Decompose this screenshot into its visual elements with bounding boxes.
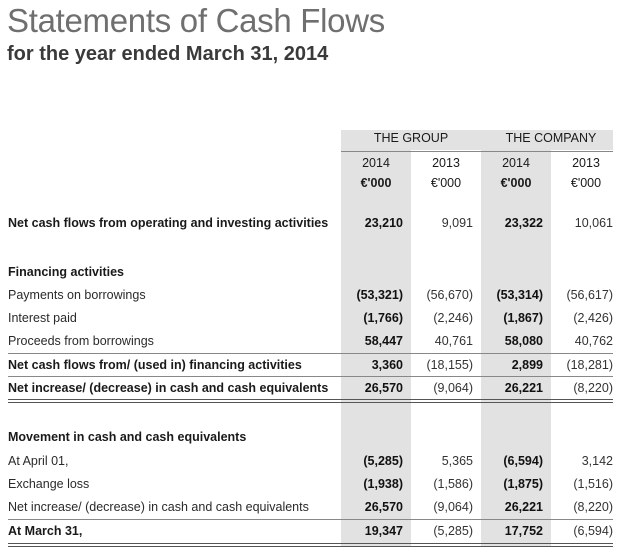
table-row [0,285,630,307]
year-company-2013: 2013 [572,156,600,170]
value-group-2014: 3,360 [371,358,403,372]
value-group-2014: 19,347 [364,524,403,538]
value-group-2014: 23,210 [364,216,403,230]
value-company-2014: 26,221 [504,500,543,514]
table-row [0,521,630,543]
unit-company-2014: €'000 [500,176,532,190]
year-group-2013: 2013 [432,156,460,170]
value-company-2014: (6,594) [503,454,543,468]
row-label: Net increase/ (decrease) in cash and cash equivalents [8,381,329,395]
value-company-2014: 17,752 [504,524,543,538]
section-heading [0,427,630,449]
value-group-2013: 40,761 [434,334,473,348]
row-divider [8,519,613,520]
value-group-2014: (53,321) [356,288,403,302]
total-rule [8,546,613,547]
value-company-2014: 2,899 [511,358,543,372]
company-header: THE COMPANY [505,131,597,145]
value-company-2013: 3,142 [581,454,613,468]
value-group-2013: (2,246) [433,311,473,325]
header-divider [341,151,613,152]
table-row [0,451,630,473]
value-company-2013: (1,516) [573,477,613,491]
value-group-2014: 26,570 [364,381,403,395]
section-heading [0,262,630,284]
value-company-2013: (8,220) [573,500,613,514]
row-divider [8,376,613,377]
row-divider [8,353,613,354]
value-group-2013: (9,064) [433,500,473,514]
value-company-2013: (18,281) [566,358,613,372]
row-label: Proceeds from borrowings [8,334,154,348]
value-company-2013: (56,617) [566,288,613,302]
value-company-2014: 58,080 [504,334,543,348]
value-company-2013: (8,220) [573,381,613,395]
row-label: At March 31, [8,524,83,538]
row-label: Net cash flows from operating and investing activities [8,216,329,230]
unit-group-2014: €'000 [360,176,392,190]
unit-group-2013: €'000 [430,176,462,190]
value-group-2014: 58,447 [364,334,403,348]
value-company-2013: 10,061 [574,216,613,230]
value-group-2013: (9,064) [433,381,473,395]
unit-company-2013: €'000 [570,176,602,190]
value-group-2014: (5,285) [363,454,403,468]
row-label: Movement in cash and cash equivalents [8,430,247,444]
value-group-2013: 5,365 [441,454,473,468]
section-rule [8,402,613,403]
value-group-2013: (5,285) [433,524,473,538]
row-label: Financing activities [8,265,125,279]
value-group-2014: (1,766) [363,311,403,325]
row-label: Net cash flows from/ (used in) financing activities [8,358,302,372]
year-group-2014: 2014 [362,156,390,170]
value-group-2013: (18,155) [426,358,473,372]
table-row [0,355,630,377]
value-group-2014: 26,570 [364,500,403,514]
page-title: Statements of Cash Flows [7,2,385,39]
table-row [0,331,630,353]
table-row [0,213,630,235]
section-rule [8,399,613,400]
row-label: Interest paid [8,311,77,325]
row-label: Net increase/ (decrease) in cash and cash equivalents [8,500,309,514]
value-company-2013: (6,594) [573,524,613,538]
year-company-2014: 2014 [502,156,530,170]
table-row [0,308,630,330]
value-group-2013: (56,670) [426,288,473,302]
row-label: Payments on borrowings [8,288,146,302]
total-rule [8,543,613,544]
value-company-2014: (1,867) [503,311,543,325]
group-header: THE GROUP [373,131,449,145]
row-label: Exchange loss [8,477,90,491]
row-label: At April 01, [8,454,69,468]
value-company-2014: (53,314) [496,288,543,302]
table-row [0,497,630,519]
table-row [0,474,630,496]
value-group-2014: (1,938) [363,477,403,491]
value-company-2014: 26,221 [504,381,543,395]
value-company-2013: (2,426) [573,311,613,325]
value-group-2013: (1,586) [433,477,473,491]
table-row [0,378,630,400]
value-company-2014: (1,875) [503,477,543,491]
value-company-2014: 23,322 [504,216,543,230]
value-group-2013: 9,091 [441,216,473,230]
value-company-2013: 40,762 [574,334,613,348]
page-subtitle: for the year ended March 31, 2014 [7,43,329,65]
